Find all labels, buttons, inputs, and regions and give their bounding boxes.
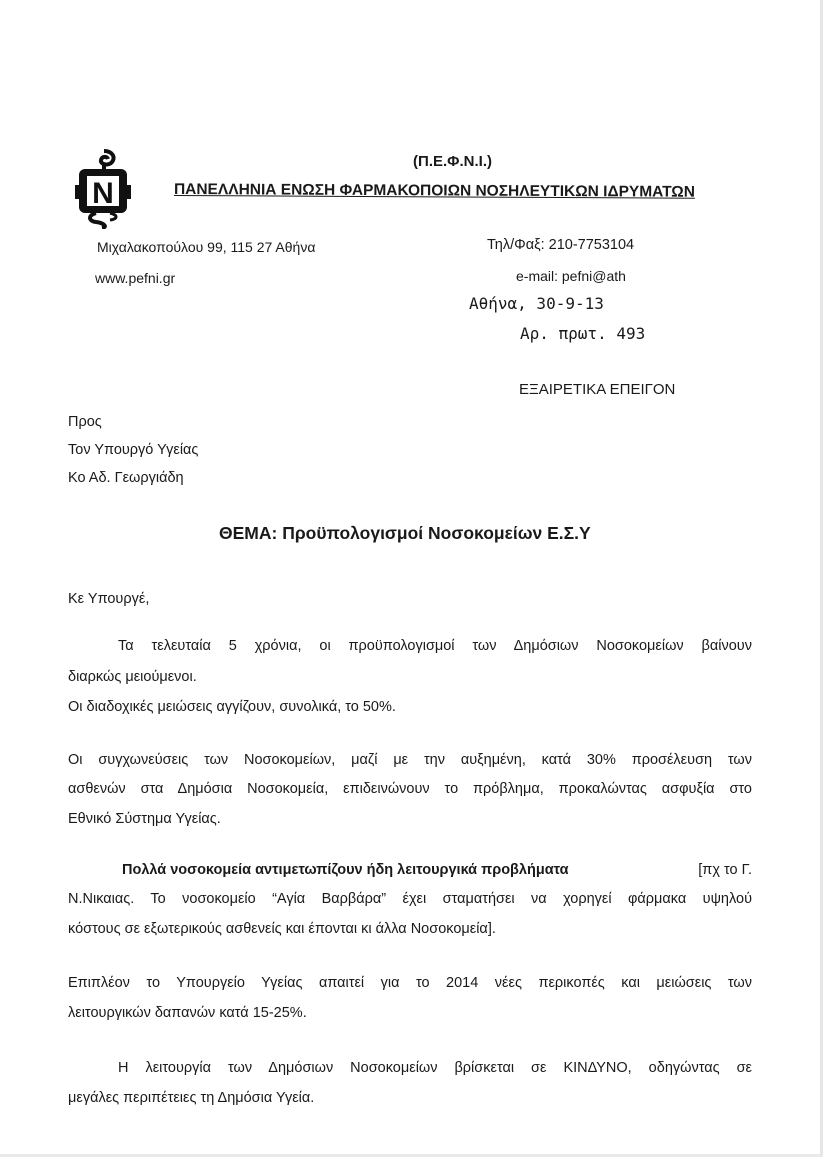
address: Μιχαλακοπούλου 99, 115 27 Αθήνα	[97, 239, 316, 255]
greeting: Κε Υπουργέ,	[68, 591, 150, 607]
body-p2-line-1: Οι συγχωνεύσεις των Νοσοκομείων, μαζί με την αυξημένη, κατά 30% προσέλευση των	[68, 752, 752, 768]
pefni-logo-icon	[74, 149, 132, 229]
body-p2-line-3: Εθνικό Σύστημα Υγείας.	[68, 811, 221, 827]
organization-abbreviation: (Π.Ε.Φ.Ν.Ι.)	[413, 153, 492, 170]
subject-heading: ΘΕΜΑ: Προϋπολογισμοί Νοσοκομείων Ε.Σ.Υ	[219, 523, 591, 543]
recipient-line-2: Τον Υπουργό Υγείας	[68, 442, 199, 458]
urgency-label: ΕΞΑΙΡΕΤΙΚΑ ΕΠΕΙΓΟΝ	[519, 381, 676, 398]
body-p3-line-1-rest: [πχ το Γ.	[698, 862, 752, 878]
body-p3-line-1	[122, 862, 752, 878]
website: www.pefni.gr	[95, 270, 176, 286]
body-p3-line-2: Ν.Νικαιας. Το νοσοκομείο “Αγία Βαρβάρα” έχει σταματήσει να χορηγεί φάρμακα υψηλού	[68, 891, 752, 907]
body-p2-line-2: ασθενών στα Δημόσια Νοσοκομεία, επιδεινώνουν το πρόβλημα, προκαλώντας ασφυξία στο	[68, 781, 752, 797]
body-p5-line-1: Η λειτουργία των Δημόσιων Νοσοκομείων βρίσκεται σε ΚΙΝΔΥΝΟ, οδηγώντας σε	[118, 1060, 752, 1076]
body-p3-emphasis: Πολλά νοσοκομεία αντιμετωπίζουν ήδη λειτουργικά προβλήματα	[122, 862, 569, 878]
body-p3-line-3: κόστους σε εξωτερικούς ασθενείς και έπονται κι άλλα Νοσοκομεία].	[68, 921, 496, 937]
date: Αθήνα, 30-9-13	[469, 294, 604, 313]
body-p1-line-2: διαρκώς μειούμενοι.	[68, 669, 197, 685]
body-p1-line-1: Τα τελευταία 5 χρόνια, οι προϋπολογισμοί των Δημόσιων Νοσοκομείων βαίνουν	[118, 638, 752, 654]
body-p1-line-3: Οι διαδοχικές μειώσεις αγγίζουν, συνολικά, το 50%.	[68, 699, 396, 715]
protocol-number: Αρ. πρωτ. 493	[520, 324, 646, 343]
organization-name: ΠΑΝΕΛΛΗΝΙΑ ΕΝΩΣΗ ΦΑΡΜΑΚΟΠΟΙΩΝ ΝΟΣΗΛΕΥΤΙΚΩΝ ΙΔΡΥΜΑΤΩΝ	[173, 181, 695, 201]
email: e-mail: pefni@ath	[516, 268, 626, 284]
phone-fax: Τηλ/Φαξ: 210-7753104	[487, 237, 635, 253]
recipient-line-1: Προς	[68, 414, 102, 430]
body-p4-line-2: λειτουργικών δαπανών κατά 15-25%.	[68, 1005, 307, 1021]
recipient-line-3: Κο Αδ. Γεωργιάδη	[68, 470, 184, 486]
svg-text:N: N	[92, 177, 114, 210]
body-p4-line-1: Επιπλέον το Υπουργείο Υγείας απαιτεί για το 2014 νέες περικοπές και μειώσεις των	[68, 975, 752, 991]
body-p5-line-2: μεγάλες περιπέτειες τη Δημόσια Υγεία.	[68, 1090, 315, 1106]
